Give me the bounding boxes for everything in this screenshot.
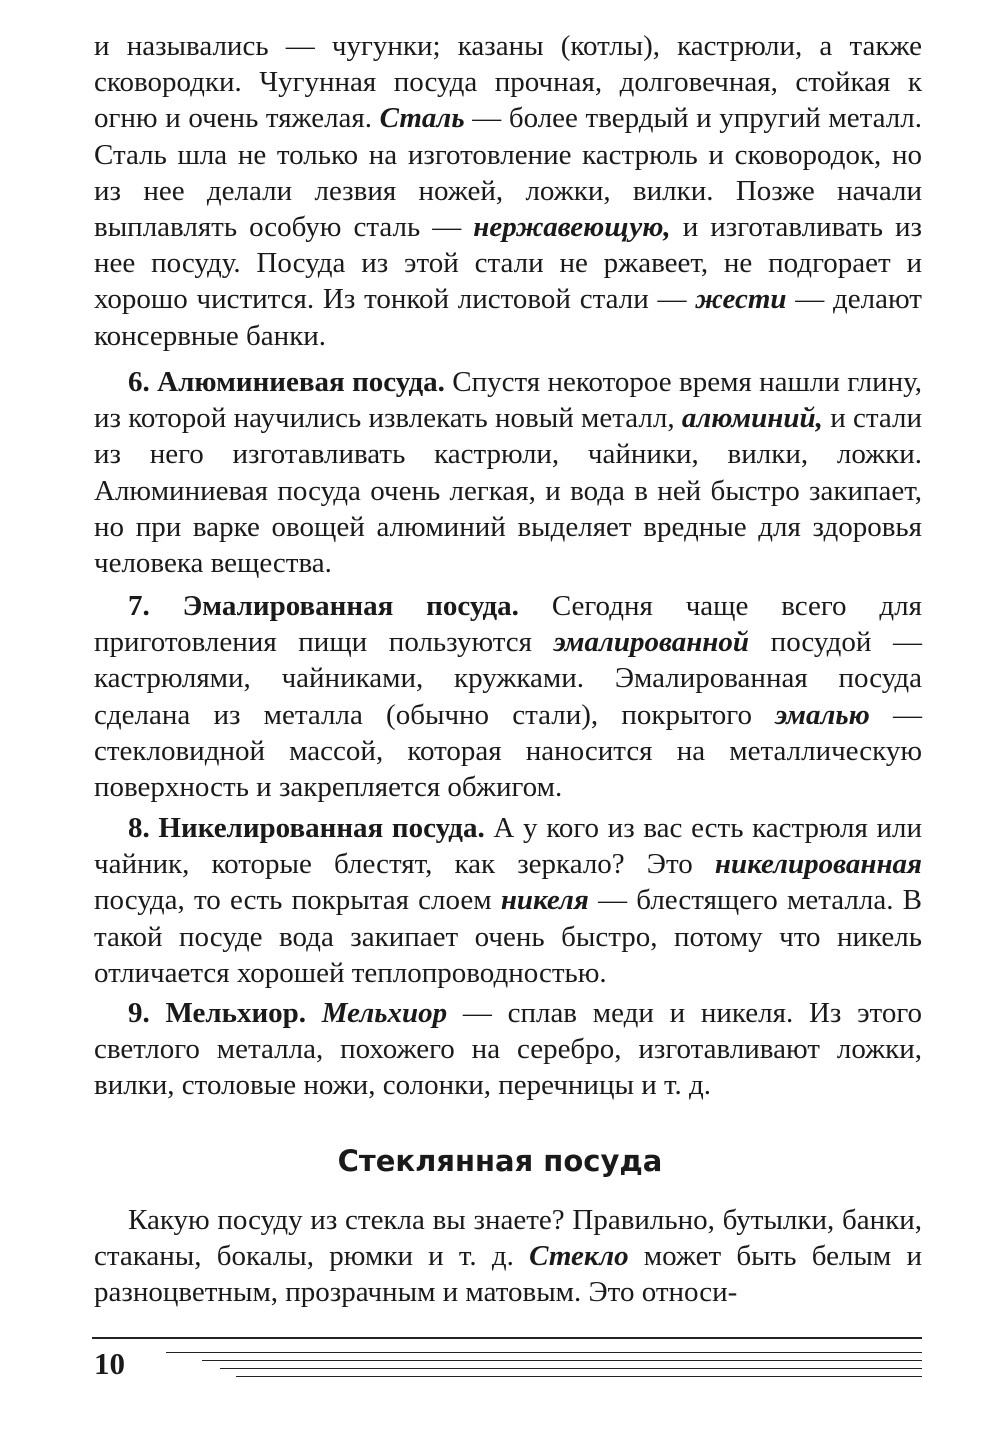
term-nickel: никеля [500,884,589,917]
term-glass: Стекло [529,1240,629,1273]
text-span: — блестящего металла. В такой посуде вода закипает очень быстро, потому что никель отличается хорошей теплопроводностью. [94,884,923,989]
paragraph-nickel [94,810,922,991]
term-aluminum: алюминий, [681,402,823,435]
text-span: посуда, то есть покрытая слоем [94,884,501,917]
term-enameled: эмалированной [553,626,750,659]
section-title-glassware: Стеклянная посуда [337,1144,663,1178]
heading-nickel: 8. Никелированная посуда. [128,812,485,844]
text-span: Какую посуду из стекла вы знаете? Правильно, бутылки, банки, стаканы, бокалы, рюмки и т. д. [94,1204,922,1273]
term-stainless: нержавеющую, [473,211,671,244]
heading-enamel: 7. Эмалированная посуда. [128,590,519,622]
text-span: и стали из него изготавливать кастрюли, чайники, вилки, ложки. Алюминиевая посуда очень легкая, и вода в ней быстро закипает, но при варке овощей алюминий выделяет вредные для здоровья человека вещества. [94,402,923,580]
paragraph-cast-iron-steel [94,28,922,354]
heading-aluminum: 6. Алюминиевая посуда. [128,366,445,398]
footer-line [166,1352,922,1353]
text-span: — более твердый и упругий металл. Сталь шла не только на изготовление кастрюль и сковородок, но из нее делали лезвия ножей, ложки, вилки. Позже начали выплавлять особую сталь — [94,102,922,244]
text-span: может быть белым и разноцветным, прозрачным и матовым. Это относи- [94,1240,922,1309]
text-span: и изготавливать из нее посуду. Посуда из этой стали не ржавеет, не подгорает и хорошо чистится. Из тонкой листовой стали — [94,211,922,316]
text-span [306,997,322,1029]
paragraph-enamel [94,588,922,805]
heading-melchior: 9. Мельхиор. [128,997,307,1029]
text-span: А у кого из вас есть кастрюля или чайник, которые блестят, как зеркало? Это [94,812,923,881]
text-span: — делают консервные банки. [94,283,922,352]
text-span: Сегодня чаще всего для приготовления пищи пользуются [94,590,922,659]
term-tin: жести [695,283,787,316]
paragraph-aluminum [94,364,922,581]
term-nickel-plated: никелированная [714,848,922,881]
footer-decorative-lines [166,1352,922,1382]
text-span: — сплав меди и никеля. Из этого светлого металла, похожего на серебро, изготавливают ложки, вилки, столовые ножи, солонки, перечницы и т. д. [94,997,922,1102]
term-enamel: эмалью [775,698,870,731]
footer-line [220,1368,922,1369]
paragraph-melchior [94,995,922,1104]
text-span: — стекловидной массой, которая наносится на металлическую поверхность и закрепляется обжигом. [94,698,922,804]
term-steel: Сталь [379,102,465,135]
text-span: и назывались — чугунки; казаны (котлы), кастрюли, а также сковородки. Чугунная посуда прочная, долговечная, стойкая к огню и очень тяжелая. [94,30,922,135]
footer-line [236,1376,922,1377]
term-melchior: Мельхиор [321,997,448,1029]
text-span: посудой — кастрюлями, чайниками, кружками. Эмалированная посуда сделана из металла (обычно стали), покрытого [94,626,922,731]
text-span: Спустя некоторое время нашли глину, из которой научились извлекать новый металл, [94,366,922,435]
footer-divider [92,1337,922,1339]
paragraph-glassware [94,1202,922,1311]
footer-line [202,1360,922,1361]
page-number: 10 [94,1346,125,1381]
